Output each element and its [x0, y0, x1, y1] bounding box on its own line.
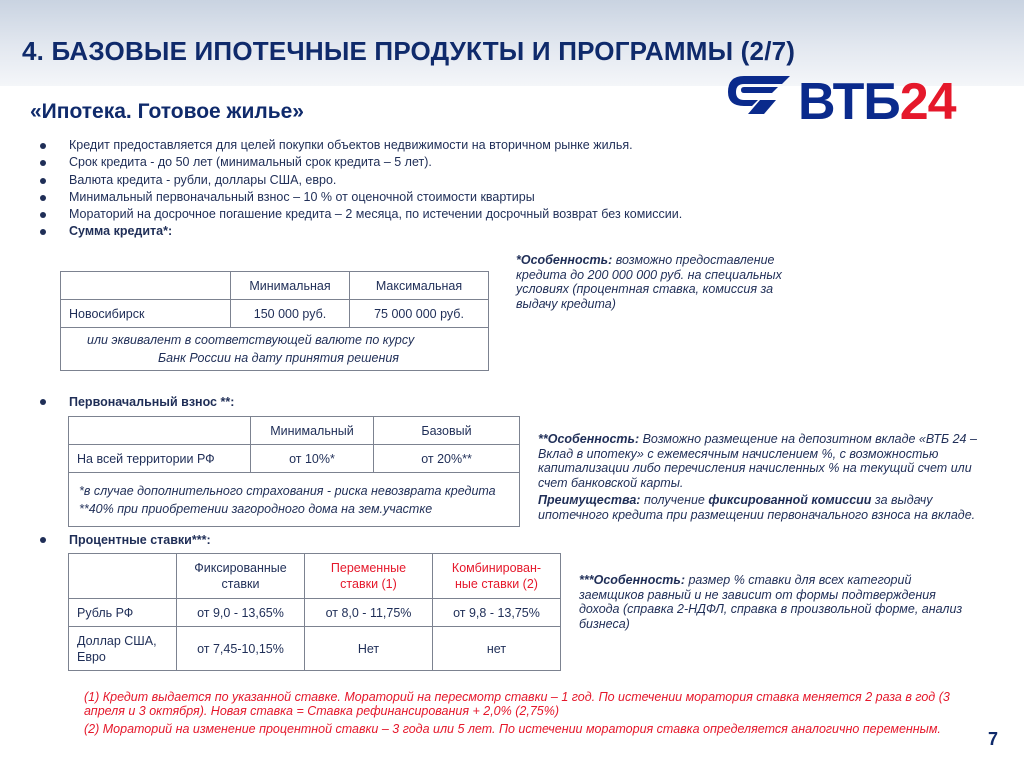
table-cell: от 8,0 - 11,75% [305, 599, 433, 627]
note-label: ***Особенность: [579, 573, 685, 587]
table-note-line: *в случае дополнительного страхования - риска невозврата кредита [79, 483, 496, 498]
table-note [61, 328, 489, 371]
down-payment-feature-note [538, 432, 978, 522]
list-item: Срок кредита - до 50 лет (минимальный срок кредита – 5 лет). [38, 154, 682, 171]
table-cell: от 7,45-10,15% [177, 627, 305, 671]
table-corner-cell [69, 554, 177, 599]
footnote: (1) Кредит выдается по указанной ставке. Мораторий на пересмотр ставки – 1 год. По истечении моратория ставка меняется 2 раза в год (3 апреля и 3 октября). Новая ставка = Ставка рефинансирования + 2,0% (2,75%) [84, 690, 950, 718]
table-row-label: Новосибирск [61, 300, 231, 328]
table-cell: 150 000 руб. [231, 300, 350, 328]
amount-feature-note [516, 253, 806, 311]
table-cell: от 10%* [251, 445, 374, 473]
footnotes [84, 690, 974, 736]
loan-amount-table [60, 271, 489, 371]
logo-text-vtb: ВТБ [798, 73, 900, 131]
interest-rates-table [68, 553, 561, 671]
list-item: Кредит предоставляется для целей покупки объектов недвижимости на вторичном рынке жилья. [38, 137, 682, 154]
note-text: за выдачу ипотечного кредита при размещении первоначального взноса на вкладе. [538, 493, 976, 522]
table-note-line: **40% при приобретении загородного дома на зем.участке [79, 501, 433, 516]
note-text: размер % ставки для всех категорий заемщиков равный и не зависит от формы подтверждения дохода (справка 2-НДФЛ, справка в произвольной форме, анализ бизнеса) [579, 573, 963, 631]
table-cell: от 20%** [374, 445, 520, 473]
note-label: **Особенность: [538, 432, 640, 446]
logo-text-24: 24 [899, 73, 956, 131]
list-item: Валюта кредита - рубли, доллары США, евро. [38, 172, 682, 189]
conditions-list [38, 137, 682, 241]
list-item-loan-amount: Сумма кредита*: [38, 223, 682, 240]
note-emphasis: фиксированной комиссии [708, 493, 872, 507]
table-note [69, 473, 520, 527]
down-payment-heading: Первоначальный взнос **: [38, 395, 234, 409]
note-text: возможно предоставление кредита до 200 000 000 руб. на специальных условиях (процентная ставка, комиссия за выдачу кредита) [516, 253, 782, 311]
down-payment-table [68, 416, 520, 527]
note-label: *Особенность: [516, 253, 613, 267]
table-corner-cell [61, 272, 231, 300]
table-cell: от 9,8 - 13,75% [433, 599, 561, 627]
note-text: Возможно размещение на депозитном вкладе «ВТБ 24 – Вклад в ипотеку» с ежемесячным начислением %, с возможностью капитализации либо перечисления начисленных % на текущий счет или счет банковской карты. [538, 432, 977, 490]
table-cell: 75 000 000 руб. [350, 300, 489, 328]
footnote: (2) Мораторий на изменение процентной ставки – 3 года или 5 лет. По истечении моратория ставка определяется аналогично переменным. [84, 722, 941, 736]
table-header: Переменные ставки (1) [305, 554, 433, 599]
table-note-line: или эквивалент в соответствующей валюте по курсу [87, 333, 415, 347]
table-header: Базовый [374, 417, 520, 445]
table-header: Фиксированные ставки [177, 554, 305, 599]
table-row-label: Рубль РФ [69, 599, 177, 627]
list-item: Мораторий на досрочное погашение кредита – 2 месяца, по истечении досрочный возврат без комиссии. [38, 206, 682, 223]
list-item: Минимальный первоначальный взнос – 10 % от оценочной стоимости квартиры [38, 189, 682, 206]
table-note-line: Банк России на дату принятия решения [158, 351, 399, 365]
table-cell: Нет [305, 627, 433, 671]
interest-rates-heading: Процентные ставки***: [38, 533, 211, 547]
table-row-label: Доллар США, Евро [69, 627, 177, 671]
table-header: Минимальная [231, 272, 350, 300]
page-number: 7 [988, 729, 999, 749]
table-header: Комбинирован-ные ставки (2) [433, 554, 561, 599]
rates-feature-note [579, 573, 969, 631]
table-cell: от 9,0 - 13,65% [177, 599, 305, 627]
table-row-label: На всей территории РФ [69, 445, 251, 473]
page-title: 4. БАЗОВЫЕ ИПОТЕЧНЫЕ ПРОДУКТЫ И ПРОГРАММЫ (2/7) [22, 36, 796, 66]
product-subtitle: «Ипотека. Готовое жилье» [30, 100, 304, 123]
table-cell: нет [433, 627, 561, 671]
note-text: получение [640, 493, 709, 507]
vtb24-logo [722, 64, 972, 134]
advantages-label: Преимущества: [538, 493, 641, 507]
table-header: Минимальный [251, 417, 374, 445]
table-header: Максимальная [350, 272, 489, 300]
vtb-emblem-icon [722, 74, 792, 118]
table-corner-cell [69, 417, 251, 445]
